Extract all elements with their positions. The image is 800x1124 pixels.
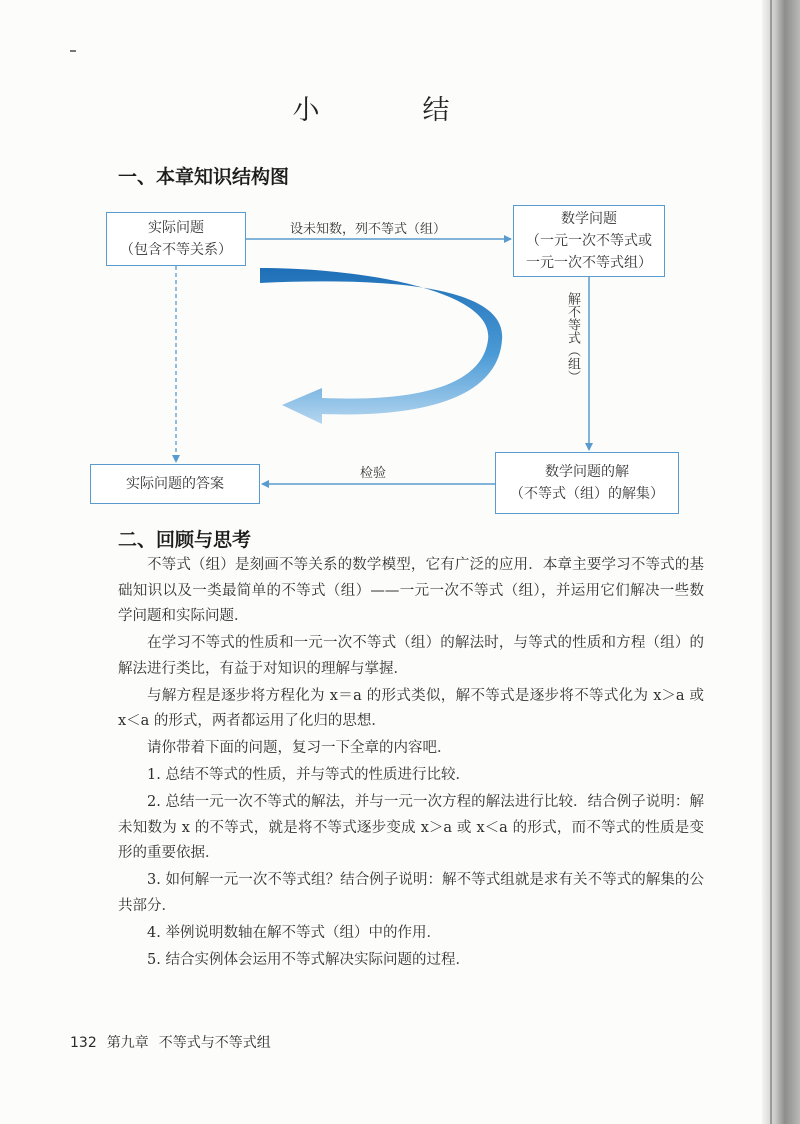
curved-return-arrow — [260, 268, 502, 424]
section-heading-structure: 一、本章知识结构图 — [118, 166, 290, 188]
paragraph-analogy: 在学习不等式的性质和一元一次不等式（组）的解法时，与等式的性质和方程（组）的解法进行类比，有益于对知识的理解与掌握． — [118, 635, 704, 677]
box-math-solution-line2: （不等式（组）的解集） — [510, 486, 664, 502]
box-math-problem-line3: 一元一次不等式组） — [526, 255, 652, 271]
question-1: 1. 总结不等式的性质，并与等式的性质进行比较． — [147, 767, 470, 783]
question-2: 2. 总结一元一次不等式的解法，并与一元一次方程的解法进行比较．结合例子说明：解未知数为 x 的不等式，就是将不等式逐步变成 x＞a 或 x＜a 的形式，而不等式的性质是变形的重要依据． — [118, 794, 704, 861]
box-math-problem-line2: （一元一次不等式或 — [526, 233, 652, 249]
label-check: 检验 — [360, 466, 387, 481]
label-solve-inequality: 解不等式（组） — [565, 292, 580, 383]
question-4: 4. 举例说明数轴在解不等式（组）中的作用． — [147, 924, 441, 941]
footer-chapter: 第九章 — [106, 1035, 149, 1051]
page-number: 132 — [70, 1035, 97, 1051]
paragraph-review-prompt: 请你带着下面的问题，复习一下全章的内容吧． — [147, 740, 452, 756]
question-3: 3. 如何解一元一次不等式组？结合例子说明：解不等式组就是求有关不等式的解集的公共部分． — [118, 872, 704, 914]
box-math-solution-line1: 数学问题的解 — [545, 464, 629, 480]
box-practical-problem — [106, 212, 246, 266]
box-practical-answer — [90, 464, 260, 504]
page-footer — [70, 1032, 271, 1052]
label-set-unknown: 设未知数，列不等式（组） — [290, 222, 447, 237]
paragraph-intro: 不等式（组）是刻画不等关系的数学模型，它有广泛的应用．本章主要学习不等式的基础知识以及一类最简单的不等式（组）——一元一次不等式（组），并运用它们解决一些数学问题和实际问题． — [118, 557, 704, 624]
box-practical-problem-line2: （包含不等关系） — [120, 242, 232, 258]
page-title: 小 结 — [292, 95, 488, 126]
box-math-solution — [495, 452, 679, 514]
review-text — [118, 553, 704, 975]
footer-chapter-title: 不等式与不等式组 — [158, 1035, 271, 1051]
box-practical-answer-line1: 实际问题的答案 — [126, 476, 224, 492]
box-practical-problem-line1: 实际问题 — [148, 220, 204, 236]
question-5: 5. 结合实例体会运用不等式解决实际问题的过程． — [147, 951, 470, 968]
paragraph-reduction: 与解方程是逐步将方程化为 x＝a 的形式类似，解不等式是逐步将不等式化为 x＞a 或 x＜a 的形式，两者都运用了化归的思想． — [118, 687, 704, 729]
box-math-problem — [513, 205, 665, 277]
box-math-problem-line1: 数学问题 — [561, 211, 617, 227]
section-heading-review: 二、回顾与思考 — [118, 529, 252, 551]
